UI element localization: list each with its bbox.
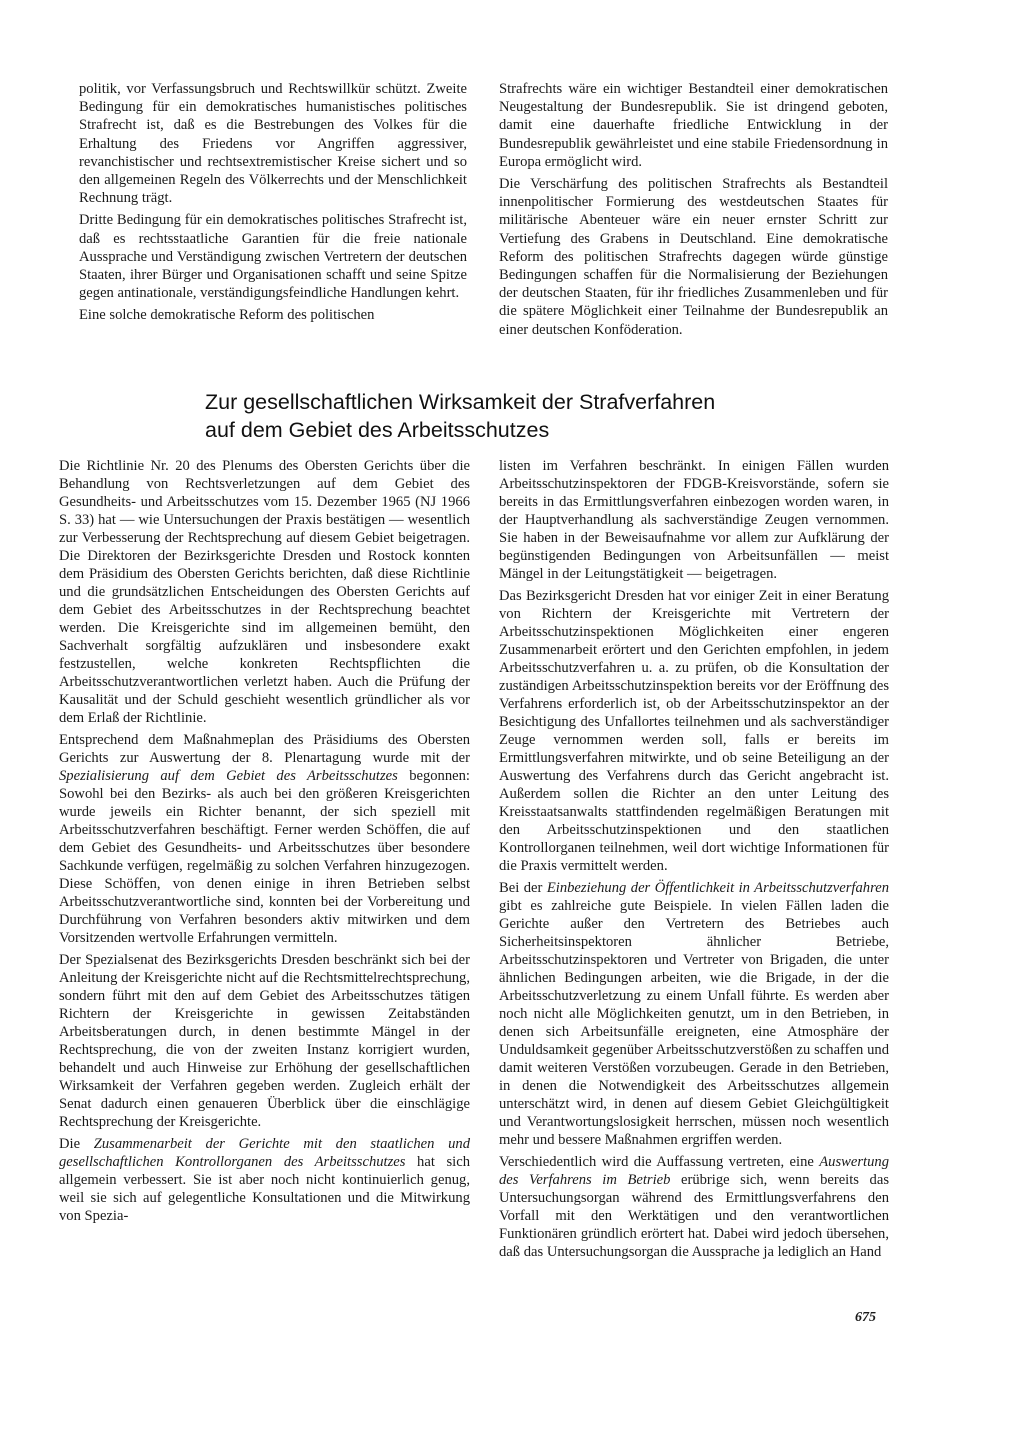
- text-run: hat sich allgemein verbessert. Sie ist aber noch nicht kontinuierlich genug, weil sie sich auf gelegentliche Konsultationen und die Mitwirkung von Spezia-: [59, 1154, 470, 1224]
- paragraph: Strafrechts wäre ein wichtiger Bestandteil einer demokratischen Neugestaltung der Bundesrepublik. Sie ist dringend geboten, damit eine dauerhafte friedliche Entwicklung in der Bundesrepublik gewährleistet und eine stabile Friedensordnung in Europa ermöglicht wird.: [499, 81, 888, 170]
- paragraph: Die Richtlinie Nr. 20 des Plenums des Obersten Gerichts über die Behandlung von Rechtsverletzungen auf dem Gebiet des Gesundheits- und Arbeitsschutzes vom 15. Dezember 1965 (NJ 1966 S. 33) hat — wie Untersuchungen der Praxis bestätigen — wesentlich zur Verbesserung der Rechtsprechung auf diesem Gebiet beigetragen. Die Direktoren der Bezirksgerichte Dresden und Rostock konnten dem Präsidium des Obersten Gerichts berichten, daß diese Richtlinie und die grundsätzlichen Entscheidungen des Obersten Gerichts auf dem Gebiet des Arbeitsschutzes in der Rechtsprechung beachtet werden. Die Kreisgerichte sind im allgemeinen bemüht, den Sachverhalt sorgfältig aufzuklären und insbesondere exakt festzustellen, welche konkreten Rechtspflichten die Arbeitsschutzverantwortlichen verletzt haben. Auch die Prüfung der Kausalität und der Schuld geschieht wesentlich gründlicher als vor dem Erlaß der Richtlinie.: [59, 458, 470, 726]
- paragraph: [59, 1135, 470, 1225]
- article-left-column: [59, 457, 470, 1229]
- emphasis: Einbeziehung der Öffentlichkeit in Arbeitsschutzverfahren: [546, 880, 889, 896]
- paragraph: Der Spezialsenat des Bezirksgerichts Dresden beschränkt sich bei der Anleitung der Kreisgerichte nicht auf die Rechtsmittelrechtsprechung, sondern führt mit den auf dem Gebiet des Arbeitsschutzes tätigen Richtern der Kreisgerichte in gewissen Zeitabständen Arbeitsberatungen durch, in denen bestimmte Mängel in der Rechtsprechung, die von der zweiten Instanz korrigiert wurden, behandelt und auch Hinweise zur Erhöhung der gesellschaftlichen Wirksamkeit der Verfahren gegeben werden. Zugleich erhält der Senat dadurch einen genaueren Überblick über die einschlägige Rechtsprechung der Kreisgerichte.: [59, 952, 470, 1130]
- paragraph: [499, 879, 889, 1149]
- page-number: 675: [855, 1310, 876, 1325]
- article-title-line-2: auf dem Gebiet des Arbeitsschutzes: [205, 418, 550, 442]
- emphasis: Spezialisierung auf dem Gebiet des Arbeitsschutzes: [59, 768, 398, 784]
- emphasis: Zusammenarbeit der Gerichte mit den staatlichen und gesellschaftlichen Kontrollorganen des Arbeitsschutzes: [59, 1136, 470, 1170]
- text-run: erübrige sich, wenn bereits das Untersuchungsorgan während des Ermittlungsverfahrens den Vorfall mit den Werktätigen und den verantwortlichen Funktionären gründlich erörtert hat. Dabei wird jedoch übersehen, daß das Untersuchungsorgan die Aussprache ja lediglich an Hand: [499, 1172, 889, 1260]
- text-run: Bei der: [499, 880, 547, 896]
- article-title: [205, 388, 805, 444]
- emphasis: Auswertung des Verfahrens im Betrieb: [499, 1154, 889, 1188]
- paragraph: Das Bezirksgericht Dresden hat vor einiger Zeit in einer Beratung von Richtern der Kreisgerichte mit Vertretern der Arbeitsschutzinspektionen Möglichkeiten einer engeren Zusammenarbeit erörtert und den Gerichten empfohlen, in jedem Arbeitsschutzverfahren u. a. zu prüfen, ob die Konsultation der zuständigen Arbeitsschutzinspektion bereits vor der Eröffnung des Verfahrens erforderlich ist, ob der Arbeitsschutzinspektor an der Besichtigung des Unfallortes teilnehmen und als sachverständiger Zeuge vernommen werden soll, falls er bereits im Ermittlungsverfahren mitwirkte, und ob seine Beteiligung an der Auswertung des Verfahrens durch das Gericht angebracht ist. Außerdem sollen die Richter an den unter Leitung des Kreisstaatsanwalts stattfindenden regelmäßigen Beratungen mit den Arbeitsschutzinspektionen und den staatlichen Kontrollorganen teilnehmen, weil dort wichtige Informationen für die Praxis vermittelt werden.: [499, 588, 889, 874]
- paragraph: Dritte Bedingung für ein demokratisches politisches Strafrecht ist, daß es rechtsstaatliche Garantien für die freie nationale Aussprache und Verständigung zwischen Vertretern der deutschen Staaten, ihrer Bürger und Organisationen schafft und seine Spitze gegen antinationale, verständigungsfeindliche Handlungen kehrt.: [79, 212, 467, 302]
- paragraph: Die Verschärfung des politischen Strafrechts als Bestandteil innenpolitischer Formierung des westdeutschen Staates für militärische Abenteuer wäre ein neuer ernster Schritt zur Vertiefung des Grabens in Deutschland. Eine demokratische Reform des politischen Strafrechts dagegen würde günstige Bedingungen schaffen für die Normalisierung der Beziehungen der deutschen Staaten, für ihr friedliches Zusammenleben und für die spätere Möglichkeit einer Teilnahme der Bundesrepublik an einer deutschen Konföderation.: [499, 176, 888, 338]
- paragraph: politik, vor Verfassungsbruch und Rechtswillkür schützt. Zweite Bedingung für ein demokratisches humanistisches politisches Strafrecht ist, daß es die Bestrebungen des Volkes für die Erhaltung des Friedens vor Angriffen aggressiver, revanchistischer und rechtsextremistischer Kreise sichert und so den allgemeinen Regeln des Völkerrechts und der Menschlichkeit Rechnung trägt.: [79, 81, 467, 207]
- paragraph: listen im Verfahren beschränkt. In einigen Fällen wurden Arbeitsschutzinspektoren der FDGB-Kreisvorstände, sofern sie bereits in das Ermittlungsverfahren einbezogen worden waren, in der Hauptverhandlung als sachverständige Zeugen vernommen. Sie haben in der Beweisaufnahme vor allem zur Aufklärung der begünstigenden Bedingungen von Arbeitsunfällen — meist Mängel in der Leitungstätigkeit — beigetragen.: [499, 458, 889, 582]
- paragraph: [59, 731, 470, 947]
- top-right-column: [499, 80, 888, 343]
- text-run: begonnen: Sowohl bei den Bezirks- als auch bei den größeren Kreisgerichten wurde jeweils ein Richter benannt, der sich speziell mit Arbeitsschutzverfahren beschäftigt. Ferner werden Schöffen, die auf dem Gebiet des Gesundheits- und Arbeitsschutzes über besondere Sachkunde verfügen, regelmäßig zu solchen Verfahren hinzugezogen. Diese Schöffen, von denen einige in ihren Betrieben selbst Arbeitsschutzverantwortliche sind, konnten bei der Vorbereitung und Durchführung von Verfahren besonders aktiv mitwirken und dem Vorsitzenden wertvolle Erfahrungen vermitteln.: [59, 768, 470, 946]
- article-title-line-1: Zur gesellschaftlichen Wirksamkeit der Strafverfahren: [205, 390, 716, 414]
- top-left-column: [79, 80, 467, 329]
- text-run: gibt es zahlreiche gute Beispiele. In vielen Fällen laden die Gerichte außer den Vertretern des Betriebes auch Sicherheitsinspektoren ähnlicher Betriebe, Arbeitsschutzinspektoren und Vertreter von Brigaden, die unter ähnlichen Bedingungen arbeiten, wie die Brigade, in der die Arbeitsschutzverletzung zu einem Unfall führte. Es werden aber noch nicht alle Möglichkeiten genutzt, um in den Betrieben, in denen sich Arbeitsunfälle ereigneten, eine Atmosphäre der Unduldsamkeit gegenüber Arbeitsschutzverstößen zu schaffen und damit weiteren Verstößen vorzubeugen. Gerade in den Betrieben, in denen die Notwendigkeit des Arbeitsschutzes allgemein unterschätzt wird, in denen auf diesem Gebiet Gleichgültigkeit und Verantwortungslosigkeit herrschen, müssen noch wesentlich mehr und bessere Maßnahmen ergriffen werden.: [499, 898, 889, 1148]
- text-run: Entsprechend dem Maßnahmeplan des Präsidiums des Obersten Gerichts zur Auswertung der 8. Plenartagung wurde mit der: [59, 732, 470, 766]
- text-run: Verschiedentlich wird die Auffassung vertreten, eine: [499, 1154, 820, 1170]
- paragraph: [499, 1153, 889, 1261]
- paragraph: Eine solche demokratische Reform des politischen: [79, 307, 375, 324]
- text-run: Die: [59, 1136, 94, 1152]
- article-right-column: [499, 457, 889, 1265]
